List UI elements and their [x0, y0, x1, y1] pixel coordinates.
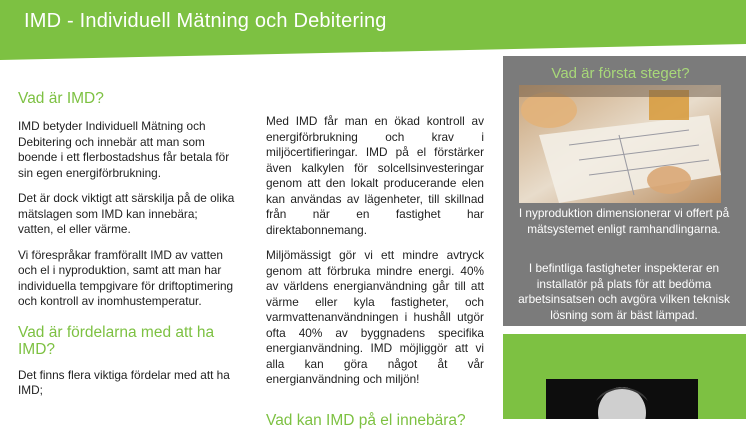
contact-portrait: [546, 379, 698, 419]
contact-card: [503, 334, 746, 419]
paragraph: Det finns flera viktiga fördelar med att ha IMD;: [18, 367, 230, 397]
blueprint-photo: [519, 85, 721, 203]
page-title: IMD - Individuell Mätning och Debitering: [24, 10, 387, 32]
heading-imd-el: Vad kan IMD på el innebära?: [266, 412, 466, 429]
paragraph: IMD betyder Individuell Mätning och Debitering och innebär att man som boende i ett flerbostadshus får betala för sin egen energiförbrukning.: [18, 119, 230, 180]
paragraph: Med IMD får man en ökad kontroll av energiförbrukning och krav i miljöcertifieringar. IMD på el förstärker även kalkylen för solcellsinvesteringar genom att den lokalt producerande elen kan användas av lägenheter, till skillnad från när en fastighet har direktabonnemang.: [266, 114, 484, 237]
left-column: [18, 90, 236, 409]
sidebar-title: Vad är första steget?: [551, 65, 690, 82]
sidebar-text-existing-buildings: I befintliga fastigheter inspekterar en installatör på plats för att bedöma arbetsinsatsen och avgöra vilken teknisk lösning som är bäst lämpad.: [518, 261, 730, 322]
paragraph: Det är dock viktigt att särskilja på de olika mätslagen som IMD kan innebära; vatten, el eller värme.: [18, 191, 235, 236]
paragraph: Vi förespråkar framförallt IMD av vatten och el i nyproduktion, samt att man har individuella tempgivare för driftoptimering och kontroll av inomhustemperatur.: [18, 247, 234, 308]
header-bar: [0, 0, 746, 44]
middle-column: [266, 114, 484, 398]
sidebar-first-step: [503, 56, 746, 326]
heading-what-is-imd: Vad är IMD?: [18, 90, 104, 107]
sidebar-text-new-production: I nyproduktion dimensionerar vi offert på mätsystemet enligt ramhandlingarna.: [518, 206, 730, 236]
paragraph: Miljömässigt gör vi ett mindre avtryck genom att förbruka mindre energi. 40% av världens energianvändning går till att värme eller kyla fastigheter, och varmvattenanvändningen i hushåll utgör ofta 40% av byggnadens specifika energianvändning. IMD möjliggör att vi alla kan göra något åt vår energianvändning och miljön!: [266, 248, 484, 386]
heading-benefits: Vad är fördelarna med att ha IMD?: [18, 323, 215, 358]
